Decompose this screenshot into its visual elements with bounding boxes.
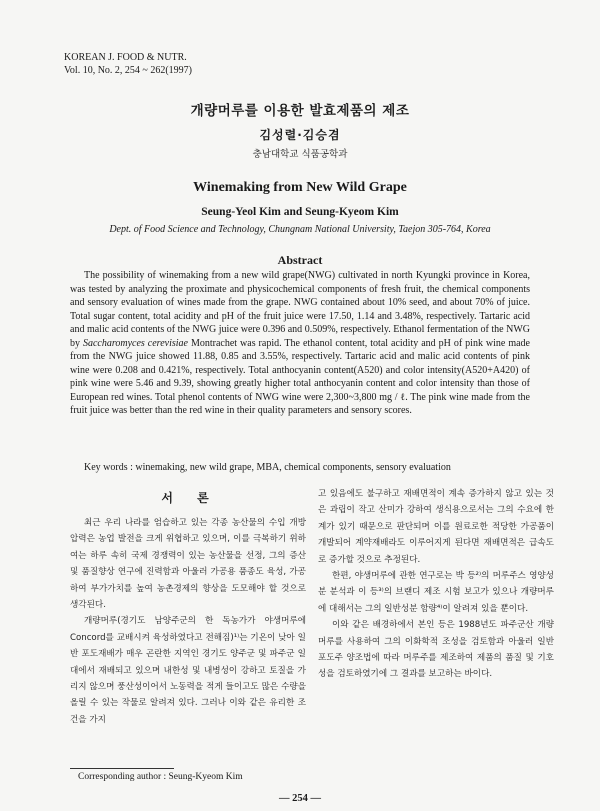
abstract-heading: Abstract: [277, 253, 323, 267]
journal-volume: Vol. 10, No. 2, 254 ~ 262(1997): [64, 64, 193, 76]
abstract-paragraph: [70, 269, 530, 418]
abstract-species: Saccharomyces cerevisiae: [82, 337, 188, 349]
corresponding-author-footnote: Corresponding author : Seung-Kyeom Kim: [78, 772, 243, 782]
journal-name: KOREAN J. FOOD & NUTR.: [64, 52, 187, 63]
body-paragraph: 개량머루(경기도 남양주군의 한 독농가가 야생머루에 Concord를 교배시켜 육성하였다고 전해짐)¹⁾는 기온이 낮아 일반 포도재배가 매우 곤란한 지역인 경기도 양주군 및 파주군 일대에서 재배되고 있으며 내한성 및 내병성이 강하고 토질을 가리지 않으며 풍산성이어서 노동력을 적게 들이고도 많은 수량을 올릴 수 있는 작물로 알려져 있다. 그러나 이와 같은 유리한 조건을 가지: [70, 616, 306, 725]
english-authors: Seung-Yeol Kim and Seung-Kyeom Kim: [201, 206, 399, 218]
english-affiliation: Dept. of Food Science and Technology, Chungnam National University, Taejon 305-764, Korea: [109, 224, 491, 235]
section-heading-introduction: 서 론: [161, 491, 219, 505]
korean-authors: 김성렬·김승겸: [259, 128, 341, 142]
body-column-left: [70, 515, 306, 728]
journal-header: [64, 52, 192, 77]
page-number: — 254 —: [279, 793, 321, 804]
body-paragraph: 최근 우리 나라를 엄습하고 있는 각종 농산물의 수입 개방 압력은 농업 발전을 크게 위협하고 있으며, 이를 극복하기 위하여는 하루 속히 국제 경쟁력이 있는 농산물을 선정, 그의 증산 및 품질향상 연구에 진력함과 아울러 가공용 품종도 육성, 가공하여 부가가치를 높여 농촌경제의 향상을 도모해야 할 것으로 생각된다.: [70, 518, 306, 611]
korean-title: 개량머루를 이용한 발효제품의 제조: [190, 103, 410, 119]
keywords: Key words : winemaking, new wild grape, MBA, chemical components, sensory evaluation: [84, 462, 451, 473]
english-title: Winemaking from New Wild Grape: [193, 180, 407, 195]
body-paragraph: 한편, 야생머루에 관한 연구로는 박 등²⁾의 머루주스 영양성분 분석과 이 등³⁾의 브랜디 제조 시험 보고가 있으나 개량머루에 대해서는 그의 일반성분 함량⁴⁾이 알려져 있을 뿐이다.: [318, 571, 554, 614]
abstract-text-a: The possibility of winemaking from a new wild grape(NWG) cultivated in north Kyungki province in Korea, was tested by analyzing the proximate and physicochemical components of fresh fruit, the chemical components and sensory evaluation of wines made from the grape. NWG contained about 10% seed, and about 70% of juice. Total sugar content, total acidity and pH of the fruit juice were 17.50, 1.14 and 3.48%, respectively. Tartaric acid and malic acid contents of the NWG juice were 0.396 and 0.509%, respectively. Ethanol fermentation of the NWG by: [70, 270, 530, 349]
body-column-right: [318, 486, 554, 683]
footnote-divider: [70, 768, 174, 769]
abstract-body: [70, 269, 530, 418]
abstract-text-b: Montrachet was rapid. The ethanol content, total acidity and pH of pink wine made from the NWG juice showed 11.88, 0.85 and 3.55%, respectively. Tartaric acid and malic acid contents of pink wine were 0.208 and 0.421%, respectively. Total anthocyanin content(A520) and color intensity(A520+A420) of pink wine were 5.46 and 9.39, showing greatly higher total anthocyanin content and color intensity than those of European red wines. Total phenol contents of NWG wine were 2,300~3,800 mg / ℓ. The pink wine made from the fruit juice was better than the red wine in their quality parameters and sensory scores.: [70, 337, 530, 416]
korean-affiliation: 충남대학교 식품공학과: [252, 149, 348, 160]
body-paragraph: 고 있음에도 불구하고 재배면적이 계속 증가하지 않고 있는 것은 과립이 작고 산미가 강하여 생식용으로서는 그의 수요에 한계가 있기 때문으로 판단되며 이를 원료로한 적당한 가공품이 개발되어 계약재배라도 이루어지게 된다면 재배면적은 급속도로 증가할 것으로 추정된다.: [318, 489, 554, 565]
body-paragraph: 이와 같은 배경하에서 본인 등은 1988년도 파주군산 개량머루를 사용하여 그의 이화학적 조성을 검토함과 아울러 일반 포도주 양조법에 따라 머루주를 제조하여 제품의 품질 및 기호성을 검토하였기에 그 결과를 보고하는 바이다.: [318, 620, 554, 680]
